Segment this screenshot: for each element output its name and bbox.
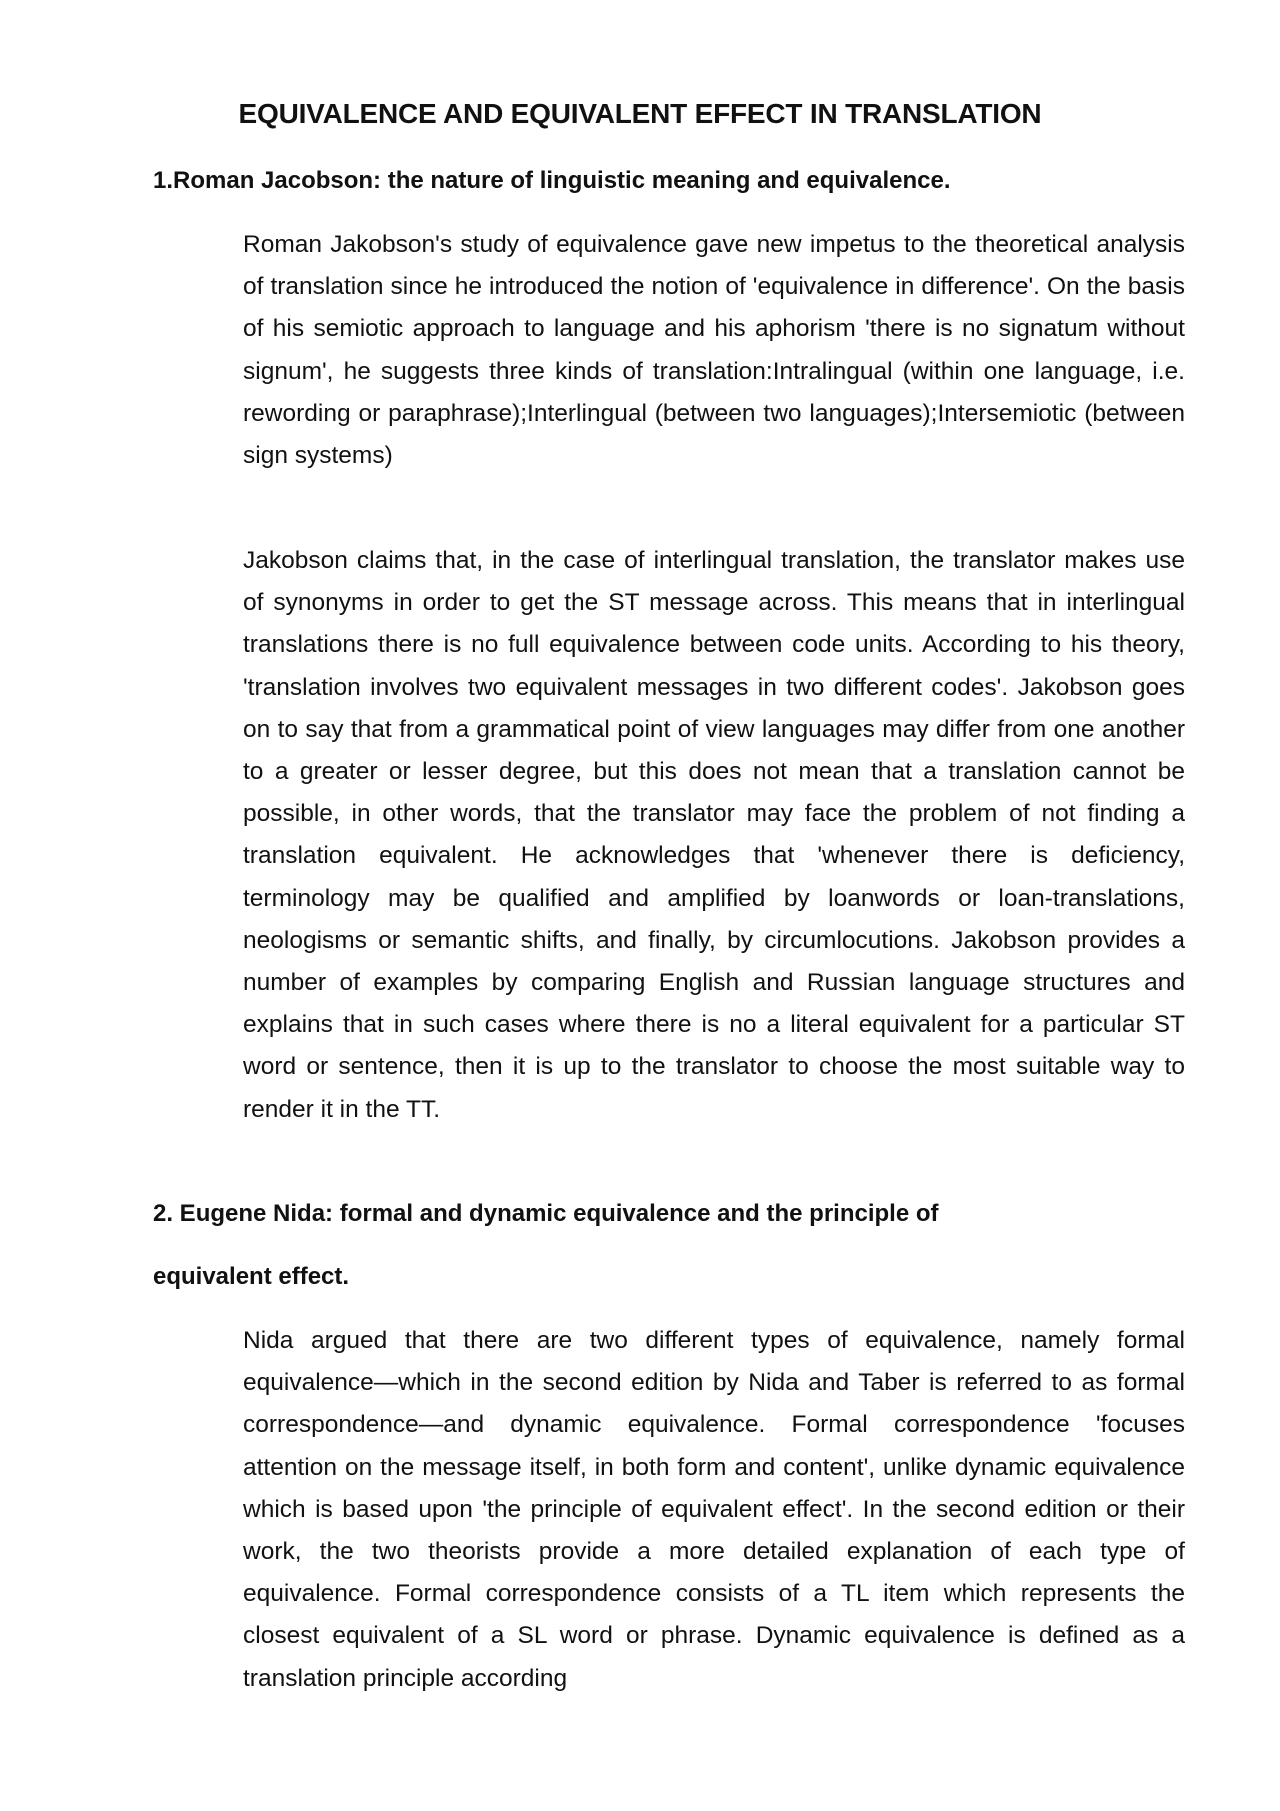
section-1-paragraph-1: Roman Jakobson's study of equivalence gave new impetus to the theoretical analysis of translation since he introduced the notion of 'equivalence in difference'. On the basis of his semiotic approach to language and his aphorism 'there is no signatum without signum', he suggests three kinds of translation:Intralingual (within one language, i.e. rewording or paraphrase);Interlingual (between two languages);Intersemiotic (between sign systems) <box>243 231 1185 470</box>
section-2-heading-line-2: equivalent effect. <box>153 1263 350 1290</box>
section-2-heading-line-1: 2. Eugene Nida: formal and dynamic equivalence and the principle of <box>153 1200 939 1227</box>
document-title: EQUIVALENCE AND EQUIVALENT EFFECT IN TRANSLATION <box>238 98 1042 129</box>
section-2-paragraph-1: Nida argued that there are two different types of equivalence, namely formal equivalence—which in the second edition by Nida and Taber is referred to as formal correspondence—and dynamic equivalence. Formal correspondence 'focuses attention on the message itself, in both form and content', unlike dynamic equivalence which is based upon 'the principle of equivalent effect'. In the second edition or their work, the two theorists provide a more detailed explanation of each type of equivalence. Formal correspondence consists of a TL item which represents the closest equivalent of a SL word or phrase. Dynamic equivalence is defined as a translation principle according <box>243 1327 1185 1692</box>
section-1-heading: 1.Roman Jacobson: the nature of linguistic meaning and equivalence. <box>153 167 951 194</box>
section-1-paragraph-2: Jakobson claims that, in the case of interlingual translation, the translator makes use of synonyms in order to get the ST message across. This means that in interlingual translations there is no full equivalence between code units. According to his theory, 'translation involves two equivalent messages in two different codes'. Jakobson goes on to say that from a grammatical point of view languages may differ from one another to a greater or lesser degree, but this does not mean that a translation cannot be possible, in other words, that the translator may face the problem of not finding a translation equivalent. He acknowledges that 'whenever there is deficiency, terminology may be qualified and amplified by loanwords or loan-translations, neologisms or semantic shifts, and finally, by circumlocutions. Jakobson provides a number of examples by comparing English and Russian language structures and explains that in such cases where there is no a literal equivalent for a particular ST word or sentence, then it is up to the translator to choose the most suitable way to render it in the TT. <box>243 547 1185 1123</box>
